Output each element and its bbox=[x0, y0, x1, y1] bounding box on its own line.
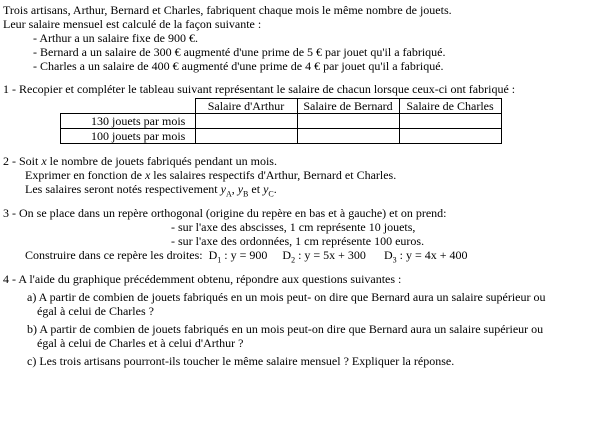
cell-empty bbox=[399, 114, 501, 129]
question-4b-line-2: égal à celui de Charles et à celui d'Arthur ? bbox=[37, 336, 244, 350]
q2-text: les salaires respectifs d'Arthur, Bernard et Charles. bbox=[150, 168, 397, 182]
question-2-line-2 bbox=[3, 168, 600, 182]
question-4a-line-2: égal à celui de Charles ? bbox=[37, 304, 154, 318]
row-label-130: 130 jouets par mois bbox=[61, 114, 196, 129]
question-4b-line-1: b) A partir de combien de jouets fabriqués en un mois peut-on dire que Bernard aura un salaire supérieur ou bbox=[27, 322, 544, 336]
subscript-b: B bbox=[243, 189, 249, 199]
d-equation: : y = 5x + 300 bbox=[295, 248, 366, 262]
header-salaire-charles: Salaire de Charles bbox=[399, 99, 501, 114]
d-letter: D bbox=[208, 248, 218, 262]
intro-bullet-charles: - Charles a un salaire de 400 € augmenté d'une prime de 4 € par jouet qu'il a fabriqué. bbox=[33, 59, 444, 73]
question-4-line-1: 4 - A l'aide du graphique précédemment obtenu, répondre aux questions suivantes : bbox=[3, 272, 402, 286]
q2-text: le nombre de jouets fabriqués pendant un mois. bbox=[46, 154, 277, 168]
question-3-line-4 bbox=[3, 248, 600, 265]
intro-line-2: Leur salaire mensuel est calculé de la façon suivante : bbox=[3, 17, 262, 31]
equation-d2 bbox=[282, 248, 366, 265]
question-4a-line-1: a) A partir de combien de jouets fabriqués en un mois peut- on dire que Bernard aura un salaire supérieur ou bbox=[27, 290, 546, 304]
d-letter: D bbox=[383, 248, 393, 262]
q2-text: et bbox=[248, 182, 264, 196]
var-y: y bbox=[263, 182, 269, 196]
intro-bullet-bernard: - Bernard a un salaire de 300 € augmenté d'une prime de 5 € par jouet qu'il a fabriqué. bbox=[33, 45, 446, 59]
q2-text: 2 - Soit bbox=[3, 154, 42, 168]
var-y: y bbox=[237, 182, 244, 196]
question-4c-line-1: c) Les trois artisans pourront-ils toucher le même salaire mensuel ? Expliquer la réponse. bbox=[27, 354, 455, 368]
q2-text: Exprimer en fonction de bbox=[25, 168, 145, 182]
row-label-100: 100 jouets par mois bbox=[61, 129, 196, 144]
var-x: x bbox=[41, 154, 47, 168]
cell-empty bbox=[399, 129, 501, 144]
equation-d3 bbox=[383, 248, 468, 265]
question-2-line-3: Les salaires seront notés respectivement $y_A$, $y_B$ et $y_C$. bbox=[25, 182, 277, 199]
d-equation: : y = 900 bbox=[221, 248, 268, 262]
cell-empty bbox=[297, 129, 399, 144]
var-y: y bbox=[220, 182, 226, 196]
subscript-a: A bbox=[225, 189, 232, 199]
question-3-line-3: - sur l'axe des ordonnées, 1 cm représente 100 euros. bbox=[171, 234, 425, 248]
d-letter: D bbox=[282, 248, 292, 262]
var-x: x bbox=[144, 168, 151, 182]
cell-empty bbox=[195, 114, 297, 129]
header-salaire-arthur: Salaire d'Arthur bbox=[195, 99, 297, 114]
cell-empty bbox=[195, 129, 297, 144]
header-salaire-bernard: Salaire de Bernard bbox=[297, 99, 399, 114]
salary-table bbox=[60, 98, 502, 144]
question-3-line-1: 3 - On se place dans un repère orthogonal (origine du repère en bas et à gauche) et on prend: bbox=[3, 206, 447, 220]
question-1-text: 1 - Recopier et compléter le tableau suivant représentant le salaire de chacun lorsque ceux-ci ont fabriqué : bbox=[3, 82, 516, 96]
intro-line-1: Trois artisans, Arthur, Bernard et Charles, fabriquent chaque mois le même nombre de jouets. bbox=[3, 3, 452, 17]
cell-empty bbox=[297, 114, 399, 129]
salary-table-corner bbox=[61, 99, 196, 114]
salary-table-header-row bbox=[61, 99, 502, 114]
table-row bbox=[61, 129, 502, 144]
d-subscript: 1 bbox=[217, 255, 222, 265]
q2-text: . bbox=[273, 182, 277, 196]
intro-bullet-arthur: - Arthur a un salaire fixe de 900 €. bbox=[33, 31, 198, 45]
d-subscript: 2 bbox=[291, 255, 296, 265]
table-row bbox=[61, 114, 502, 129]
d-subscript: 3 bbox=[392, 255, 397, 265]
equation-d1 bbox=[208, 248, 268, 265]
q3-text: Construire dans ce repère les droites: bbox=[25, 248, 203, 262]
question-3-line-2: - sur l'axe des abscisses, 1 cm représente 10 jouets, bbox=[171, 220, 416, 234]
q2-text: Les salaires seront notés respectivement bbox=[25, 182, 221, 196]
question-2-line-1 bbox=[3, 154, 600, 168]
d-equation: : y = 4x + 400 bbox=[396, 248, 468, 262]
subscript-c: C bbox=[268, 189, 274, 199]
